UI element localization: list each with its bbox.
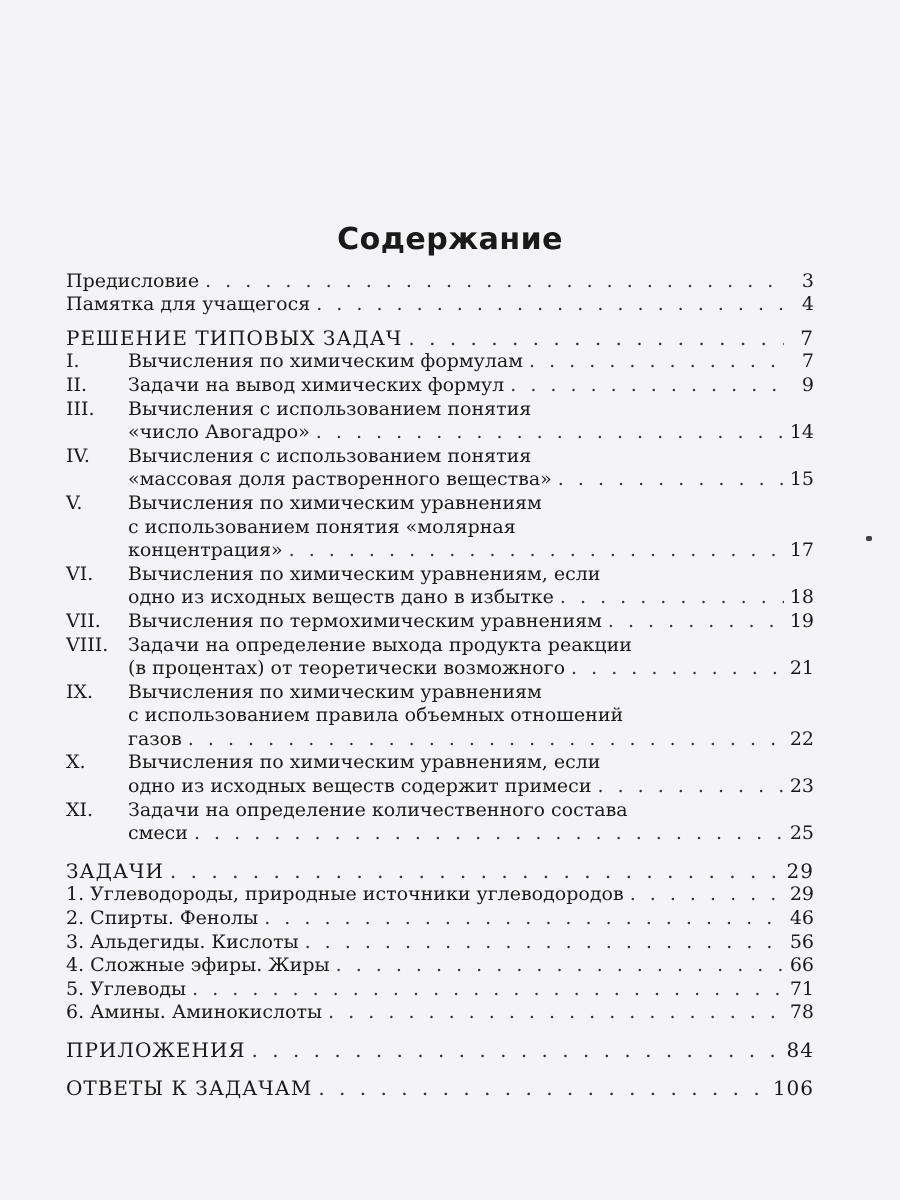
- dot-leader: [571, 657, 784, 679]
- toc-entry: [66, 821, 814, 845]
- dot-leader: [529, 350, 784, 372]
- toc-entry-number: VII.: [66, 609, 101, 632]
- toc-entry-title: (в процентах) от теоретически возможного: [128, 657, 566, 680]
- toc-entry-title: Вычисления с использованием понятия: [128, 444, 532, 467]
- toc-entry-number: X.: [66, 751, 86, 774]
- toc-entry-title: с использованием понятия «молярная: [128, 515, 516, 538]
- toc-entry-line: [66, 561, 814, 585]
- toc-entry: [66, 929, 814, 953]
- toc-section-heading: [66, 325, 814, 349]
- toc-entry-page: 3: [801, 269, 814, 292]
- spacer: [66, 1023, 814, 1037]
- toc-entry: [66, 976, 814, 1000]
- toc-entry-title: с использованием правила объемных отношений: [128, 704, 624, 727]
- toc-entry-line: [66, 443, 814, 467]
- toc-entry-line: [66, 396, 814, 420]
- toc-entry-number: XI.: [66, 798, 94, 821]
- toc-entry-page: 4: [801, 293, 814, 316]
- toc-entry-number: VIII.: [66, 633, 109, 656]
- toc-entry-title: 5. Углеводы: [66, 977, 187, 1000]
- toc-entry: [66, 656, 814, 680]
- toc-entry-line: [66, 490, 814, 514]
- toc-entry-page: 9: [801, 373, 814, 396]
- dot-leader: [318, 1077, 766, 1099]
- toc-entry-line: [66, 632, 814, 656]
- toc-entry-page: 14: [789, 421, 814, 444]
- toc-entry-line: [66, 703, 814, 727]
- toc-entry-title: ЗАДАЧИ: [66, 858, 164, 883]
- toc-section-heading: [66, 858, 814, 882]
- toc-entry-page: 29: [786, 858, 814, 883]
- toc-entry: [66, 538, 814, 562]
- toc-entry-page: 23: [789, 775, 814, 798]
- dot-leader: [188, 728, 784, 750]
- toc-entry-title: 3. Альдегиды. Кислоты: [66, 930, 299, 953]
- toc-entry-title: Вычисления по химическим уравнениям: [128, 491, 542, 514]
- dot-leader: [316, 293, 784, 315]
- toc-entry-number: IV.: [66, 444, 90, 467]
- dot-leader: [608, 610, 784, 632]
- page-title: Содержание: [337, 222, 563, 257]
- toc-entry-page: 29: [789, 883, 814, 906]
- toc-entry: [66, 467, 814, 491]
- toc-entry-page: 84: [786, 1038, 814, 1062]
- toc-entry-title: 2. Спирты. Фенолы: [66, 907, 259, 930]
- toc-entry-title: Задачи на определение количественного состава: [128, 798, 628, 821]
- toc-entry: [66, 349, 814, 373]
- toc-entry-line: [66, 750, 814, 774]
- dot-leader: [170, 860, 781, 882]
- toc-entry: [66, 585, 814, 609]
- toc-entry-title: одно из исходных веществ содержит примеси: [128, 775, 592, 798]
- toc-entry-title: РЕШЕНИЕ ТИПОВЫХ ЗАДАЧ: [66, 325, 403, 350]
- dot-leader: [328, 1001, 784, 1023]
- toc-entry-line: [66, 679, 814, 703]
- toc-entry: [66, 608, 814, 632]
- toc-entry-title: Задачи на определение выхода продукта реакции: [128, 633, 632, 656]
- toc-entry: [66, 882, 814, 906]
- toc-entry-title: газов: [128, 727, 182, 750]
- toc-entry-page: 25: [789, 822, 814, 845]
- dot-leader: [630, 883, 784, 905]
- toc-entry-title: Вычисления по химическим уравнениям, если: [128, 562, 601, 585]
- toc-entry-page: 56: [789, 930, 814, 953]
- spacer: [66, 1061, 814, 1075]
- toc-entry-title: 6. Амины. Аминокислоты: [66, 1001, 323, 1024]
- toc-entry: [66, 905, 814, 929]
- toc-entry-title: Памятка для учащегося: [66, 293, 311, 316]
- dot-leader: [408, 327, 784, 349]
- toc-entry-title: Задачи на вывод химических формул: [128, 373, 505, 396]
- toc-entry-title: одно из исходных веществ дано в избытке: [128, 586, 554, 609]
- toc-entry-intro: [66, 268, 814, 292]
- toc-entry-page: 19: [789, 609, 814, 632]
- toc-entry-page: 7: [800, 325, 814, 350]
- dot-leader: [305, 931, 784, 953]
- toc-entry: [66, 1000, 814, 1024]
- toc-entry-page: 71: [789, 977, 814, 1000]
- toc-entry-page: 66: [789, 954, 814, 977]
- toc-entry-number: VI.: [66, 562, 94, 585]
- toc-entry-intro: [66, 292, 814, 316]
- toc-entry-title: Вычисления по химическим уравнениям: [128, 680, 542, 703]
- toc-entry-title: Предисловие: [66, 269, 200, 292]
- toc-entry-number: IX.: [66, 680, 94, 703]
- toc-entry-page: 46: [789, 907, 814, 930]
- dot-leader: [560, 586, 784, 608]
- dot-leader: [192, 978, 784, 1000]
- dot-leader: [336, 954, 784, 976]
- toc-entry-page: 15: [789, 468, 814, 491]
- toc-entry-number: III.: [66, 397, 95, 420]
- dot-leader: [558, 468, 784, 490]
- spacer: [66, 844, 814, 858]
- toc-entry-title: ОТВЕТЫ К ЗАДАЧАМ: [66, 1075, 313, 1100]
- toc-entry-title: Вычисления по термохимическим уравнениям: [128, 609, 602, 632]
- toc-entry-title: «массовая доля растворенного вещества»: [128, 468, 552, 491]
- dot-leader: [289, 539, 784, 561]
- toc-entry-page: 18: [789, 586, 814, 609]
- toc-entry: [66, 726, 814, 750]
- toc-entry-line: [66, 797, 814, 821]
- dot-leader: [597, 775, 783, 797]
- table-of-contents: [66, 268, 814, 1099]
- toc-entry-page: 78: [789, 1001, 814, 1024]
- toc-entry-title: 4. Сложные эфиры. Жиры: [66, 954, 330, 977]
- toc-section-heading: [66, 1037, 814, 1061]
- ink-speck: [866, 536, 872, 541]
- toc-entry: [66, 773, 814, 797]
- dot-leader: [316, 421, 784, 443]
- dot-leader: [205, 270, 784, 292]
- toc-entry-title: Вычисления с использованием понятия: [128, 397, 532, 420]
- toc-entry-title: 1. Углеводороды, природные источники углеводородов: [66, 883, 624, 906]
- toc-entry-number: II.: [66, 373, 88, 396]
- toc-entry-number: I.: [66, 350, 80, 373]
- toc-entry-number: V.: [66, 491, 83, 514]
- toc-section-heading: [66, 1075, 814, 1099]
- spacer: [66, 315, 814, 325]
- toc-entry-title: Вычисления по химическим уравнениям, если: [128, 751, 601, 774]
- toc-entry-page: 22: [789, 727, 814, 750]
- toc-entry-title: «число Авогадро»: [128, 421, 310, 444]
- toc-entry-title: ПРИЛОЖЕНИЯ: [66, 1038, 246, 1062]
- dot-leader: [194, 822, 784, 844]
- toc-entry-title: концентрация»: [128, 539, 283, 562]
- toc-entry-title: Вычисления по химическим формулам: [128, 350, 523, 373]
- toc-entry-page: 17: [789, 539, 814, 562]
- toc-entry-title: смеси: [128, 822, 188, 845]
- toc-entry-page: 21: [789, 657, 814, 680]
- dot-leader: [252, 1039, 781, 1061]
- toc-entry: [66, 372, 814, 396]
- toc-entry-line: [66, 514, 814, 538]
- dot-leader: [510, 374, 784, 396]
- dot-leader: [264, 907, 784, 929]
- toc-entry: [66, 953, 814, 977]
- toc-entry: [66, 420, 814, 444]
- toc-entry-page: 106: [772, 1075, 814, 1100]
- toc-entry-page: 7: [801, 350, 814, 373]
